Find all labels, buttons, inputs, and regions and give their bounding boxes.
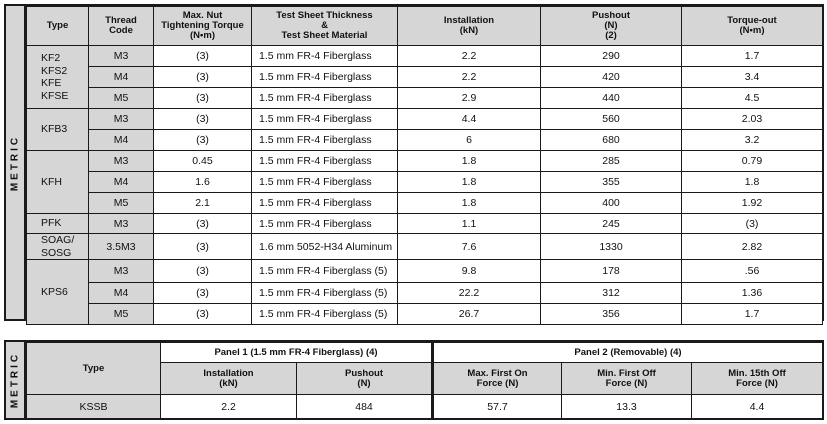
pushout-cell: 356 <box>541 304 682 325</box>
test-sheet-cell: 1.5 mm FR-4 Fiberglass <box>252 130 398 151</box>
torque-cell: (3) <box>154 109 252 130</box>
installation-cell: 1.8 <box>398 193 541 214</box>
test-sheet-cell: 1.5 mm FR-4 Fiberglass <box>252 193 398 214</box>
first-off-cell: 13.3 <box>562 395 692 419</box>
header-type: Type <box>27 7 89 46</box>
installation-cell: 2.9 <box>398 88 541 109</box>
torque-cell: (3) <box>154 260 252 283</box>
pushout-cell: 440 <box>541 88 682 109</box>
type-cell <box>27 151 89 214</box>
table-row <box>27 88 823 109</box>
header-max-nut-torque: Max. Nut Tightening Torque (N•m) <box>154 7 252 46</box>
header-installation: Installation (kN) <box>398 7 541 46</box>
torque-out-cell: 1.36 <box>682 283 823 304</box>
table-row <box>27 304 823 325</box>
table-row <box>27 151 823 172</box>
header-pushout: Pushout (N) (2) <box>541 7 682 46</box>
torque-cell: 0.45 <box>154 151 252 172</box>
torque-out-cell: 1.92 <box>682 193 823 214</box>
torque-cell: 1.6 <box>154 172 252 193</box>
installation-cell: 2.2 <box>161 395 297 419</box>
thread-code-cell: M3 <box>89 151 154 172</box>
header-installation-2: Installation (kN) <box>161 363 297 395</box>
type-label: KFB3 <box>41 123 68 136</box>
test-sheet-cell: 1.5 mm FR-4 Fiberglass <box>252 109 398 130</box>
table-row <box>27 46 823 67</box>
torque-out-cell: 4.5 <box>682 88 823 109</box>
test-sheet-cell: 1.5 mm FR-4 Fiberglass <box>252 172 398 193</box>
thread-code-cell: M3 <box>89 109 154 130</box>
torque-cell: (3) <box>154 46 252 67</box>
metric-side-label-1: METRIC <box>6 6 26 319</box>
type-label: SOAG/ <box>41 234 75 246</box>
test-sheet-cell: 1.6 mm 5052-H34 Aluminum <box>252 234 398 260</box>
pushout-cell: 420 <box>541 67 682 88</box>
torque-cell: (3) <box>154 283 252 304</box>
installation-cell: 22.2 <box>398 283 541 304</box>
installation-cell: 6 <box>398 130 541 151</box>
torque-out-cell: 1.8 <box>682 172 823 193</box>
test-sheet-cell: 1.5 mm FR-4 Fiberglass <box>252 67 398 88</box>
type-label: SOSG <box>41 246 72 259</box>
pushout-cell: 355 <box>541 172 682 193</box>
test-sheet-cell: 1.5 mm FR-4 Fiberglass <box>252 46 398 67</box>
torque-out-cell: 0.79 <box>682 151 823 172</box>
torque-cell: (3) <box>154 88 252 109</box>
installation-cell: 1.8 <box>398 151 541 172</box>
installation-cell: 2.2 <box>398 67 541 88</box>
type-label: KFH <box>41 175 62 188</box>
thread-code-cell: M5 <box>89 88 154 109</box>
pushout-cell: 560 <box>541 109 682 130</box>
header-pushout-2: Pushout (N) <box>297 363 433 395</box>
type-cell: KSSB <box>27 395 161 419</box>
type-cell <box>27 234 89 260</box>
type-label: KFE <box>41 77 62 89</box>
installation-cell: 26.7 <box>398 304 541 325</box>
test-sheet-cell: 1.5 mm FR-4 Fiberglass <box>252 88 398 109</box>
type-label: PFK <box>41 217 62 230</box>
type-label: KF2 <box>41 52 61 64</box>
table-1-header-row <box>27 7 823 46</box>
installation-cell: 7.6 <box>398 234 541 260</box>
torque-out-cell: (3) <box>682 214 823 234</box>
pushout-cell: 285 <box>541 151 682 172</box>
thread-code-cell: M4 <box>89 172 154 193</box>
installation-cell: 1.8 <box>398 172 541 193</box>
table-row <box>27 214 823 234</box>
test-sheet-cell: 1.5 mm FR-4 Fiberglass (5) <box>252 260 398 283</box>
pushout-cell: 290 <box>541 46 682 67</box>
thread-code-cell: M4 <box>89 67 154 88</box>
torque-out-cell: .56 <box>682 260 823 283</box>
header-test-sheet: Test Sheet Thickness & Test Sheet Material <box>252 7 398 46</box>
metric-spec-table-1 <box>4 4 824 321</box>
thread-code-cell: 3.5M3 <box>89 234 154 260</box>
header-max-first-on: Max. First On Force (N) <box>433 363 562 395</box>
torque-cell: (3) <box>154 234 252 260</box>
first-on-cell: 57.7 <box>433 395 562 419</box>
metric-spec-table-2 <box>4 340 824 420</box>
pushout-cell: 312 <box>541 283 682 304</box>
thread-code-cell: M3 <box>89 260 154 283</box>
thread-code-cell: M5 <box>89 304 154 325</box>
torque-out-cell: 1.7 <box>682 304 823 325</box>
torque-cell: (3) <box>154 130 252 151</box>
thread-code-cell: M4 <box>89 130 154 151</box>
torque-out-cell: 1.7 <box>682 46 823 67</box>
installation-cell: 1.1 <box>398 214 541 234</box>
test-sheet-cell: 1.5 mm FR-4 Fiberglass <box>252 151 398 172</box>
type-label: KFS2 <box>41 64 68 77</box>
table-row <box>27 130 823 151</box>
header-panel-2: Panel 2 (Removable) (4) <box>433 343 823 363</box>
torque-cell: (3) <box>154 67 252 88</box>
pushout-cell: 400 <box>541 193 682 214</box>
table-row <box>27 260 823 283</box>
fifteenth-off-cell: 4.4 <box>692 395 823 419</box>
torque-cell: 2.1 <box>154 193 252 214</box>
thread-code-cell: M5 <box>89 193 154 214</box>
torque-out-cell: 2.82 <box>682 234 823 260</box>
spec-table-1 <box>26 6 823 325</box>
header-thread-code: Thread Code <box>89 7 154 46</box>
pushout-cell: 680 <box>541 130 682 151</box>
thread-code-cell: M4 <box>89 283 154 304</box>
type-cell <box>27 214 89 234</box>
thread-code-cell: M3 <box>89 214 154 234</box>
table-row <box>27 395 823 419</box>
pushout-cell: 178 <box>541 260 682 283</box>
test-sheet-cell: 1.5 mm FR-4 Fiberglass (5) <box>252 283 398 304</box>
header-panel-1: Panel 1 (1.5 mm FR-4 Fiberglass) (4) <box>161 343 433 363</box>
torque-cell: (3) <box>154 214 252 234</box>
table-row <box>27 172 823 193</box>
header-min-15th-off: Min. 15th Off Force (N) <box>692 363 823 395</box>
header-torque-out: Torque-out (N•m) <box>682 7 823 46</box>
header-type-2: Type <box>27 343 161 395</box>
table-row <box>27 234 823 260</box>
header-min-first-off: Min. First Off Force (N) <box>562 363 692 395</box>
installation-cell: 2.2 <box>398 46 541 67</box>
torque-out-cell: 2.03 <box>682 109 823 130</box>
test-sheet-cell: 1.5 mm FR-4 Fiberglass <box>252 214 398 234</box>
type-cell <box>27 109 89 151</box>
type-label: KFSE <box>41 89 69 102</box>
torque-cell: (3) <box>154 304 252 325</box>
pushout-cell: 1330 <box>541 234 682 260</box>
thread-code-cell: M3 <box>89 46 154 67</box>
pushout-cell: 245 <box>541 214 682 234</box>
type-cell <box>27 46 89 109</box>
table-2-header-row-1 <box>27 343 823 363</box>
table-row <box>27 283 823 304</box>
test-sheet-cell: 1.5 mm FR-4 Fiberglass (5) <box>252 304 398 325</box>
spec-table-2 <box>26 342 823 419</box>
table-row <box>27 193 823 214</box>
torque-out-cell: 3.2 <box>682 130 823 151</box>
type-cell <box>27 260 89 325</box>
table-row <box>27 109 823 130</box>
table-row <box>27 67 823 88</box>
pushout-cell: 484 <box>297 395 433 419</box>
installation-cell: 4.4 <box>398 109 541 130</box>
torque-out-cell: 3.4 <box>682 67 823 88</box>
installation-cell: 9.8 <box>398 260 541 283</box>
type-label: KPS6 <box>41 285 68 298</box>
metric-side-label-2: METRIC <box>6 342 26 418</box>
